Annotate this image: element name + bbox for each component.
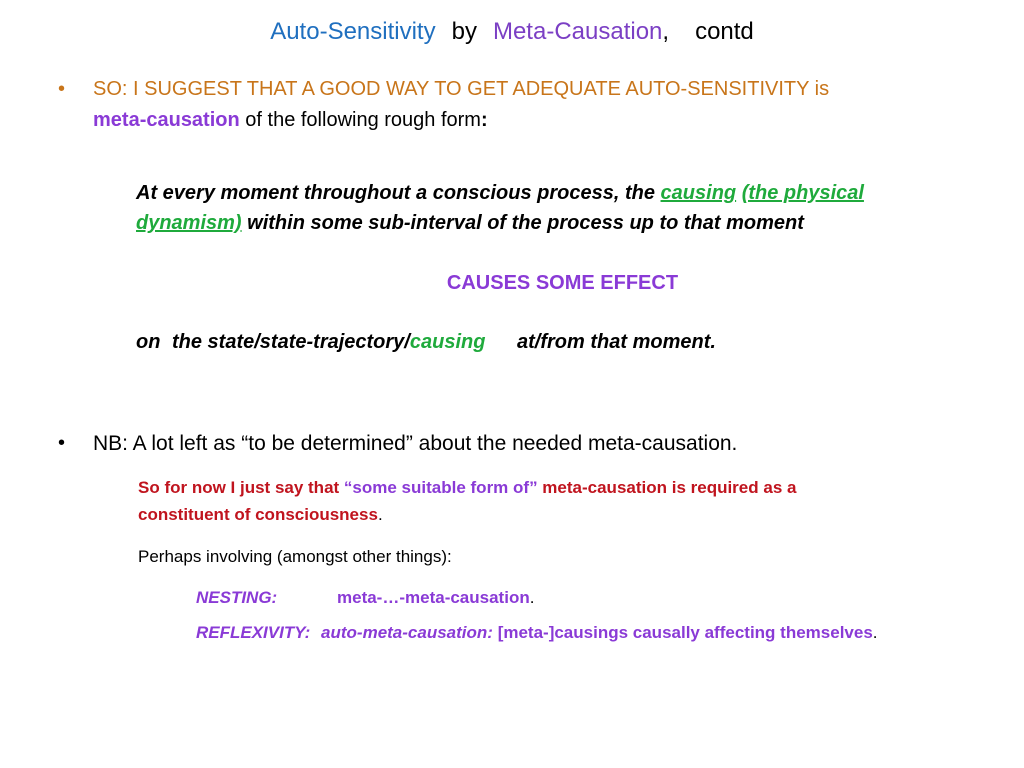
definition-line3 bbox=[136, 331, 716, 354]
definition-dynamism: dynamism) bbox=[136, 212, 242, 234]
definition-intro: At every moment throughout a conscious process, the bbox=[136, 182, 655, 204]
definition-line2 bbox=[136, 212, 804, 235]
sub2-perhaps: Perhaps involving (amongst other things): bbox=[138, 547, 452, 566]
definition-line1 bbox=[136, 182, 864, 205]
sub1-period: . bbox=[377, 505, 383, 524]
definition-physical: (the physical bbox=[741, 182, 864, 204]
title-contd: contd bbox=[695, 18, 754, 45]
nesting-label: NESTING: bbox=[196, 588, 278, 607]
reflexivity-label: REFLEXIVITY: bbox=[196, 623, 311, 642]
title-by: by bbox=[451, 18, 477, 45]
nesting-value-line bbox=[337, 588, 534, 608]
reflexivity-line bbox=[196, 623, 878, 643]
bullet2-text: NB: A lot left as “to be determined” about the needed meta-causation. bbox=[93, 432, 738, 455]
bullet1-is: is bbox=[814, 78, 830, 100]
nesting-value: meta-…-meta-causation bbox=[337, 588, 530, 607]
bullet1-rough-form: of the following rough form bbox=[245, 109, 481, 131]
definition-at-from: at/from that moment bbox=[517, 331, 711, 353]
reflexivity-period: . bbox=[872, 623, 878, 642]
sub1-required: meta-causation is required as a bbox=[542, 478, 797, 497]
reflexivity-desc: [meta-]causings causally affecting themselves bbox=[497, 623, 873, 642]
bullet1-meta-causation-term: meta-causation bbox=[93, 109, 240, 131]
sub1-constituent: constituent of consciousness bbox=[138, 505, 378, 524]
reflexivity-term: auto-meta-causation: bbox=[321, 623, 493, 642]
definition-causing: causing bbox=[660, 182, 737, 204]
causes-some-effect: CAUSES SOME EFFECT bbox=[446, 272, 679, 294]
sub1-quoted: “some suitable form of” bbox=[343, 478, 538, 497]
definition-period: . bbox=[710, 331, 716, 353]
bullet1-suggestion: SO: I SUGGEST THAT A GOOD WAY TO GET ADEQUATE AUTO-SENSITIVITY bbox=[93, 78, 810, 100]
sub1-line1 bbox=[138, 478, 796, 498]
sub1-line2 bbox=[138, 505, 383, 525]
definition-on: on bbox=[136, 331, 161, 353]
title-auto-sensitivity: Auto-Sensitivity bbox=[270, 18, 436, 45]
nesting-period: . bbox=[529, 588, 535, 607]
bullet1-line2 bbox=[93, 109, 488, 132]
slide-title bbox=[0, 18, 1024, 46]
definition-causing-2: causing bbox=[409, 331, 486, 353]
title-meta-causation: Meta-Causation bbox=[492, 18, 663, 45]
definition-subinterval: within some sub-interval of the process up to that moment bbox=[247, 212, 804, 234]
definition-state-trajectory: the state/state-trajectory/ bbox=[172, 331, 410, 353]
sub1-for-now: So for now I just say that bbox=[138, 478, 340, 497]
bullet1-line1 bbox=[93, 78, 829, 101]
bullet-marker-1: • bbox=[58, 78, 66, 100]
bullet1-colon: : bbox=[480, 109, 488, 131]
title-comma: , bbox=[662, 18, 670, 45]
bullet-marker-2: • bbox=[58, 432, 66, 454]
